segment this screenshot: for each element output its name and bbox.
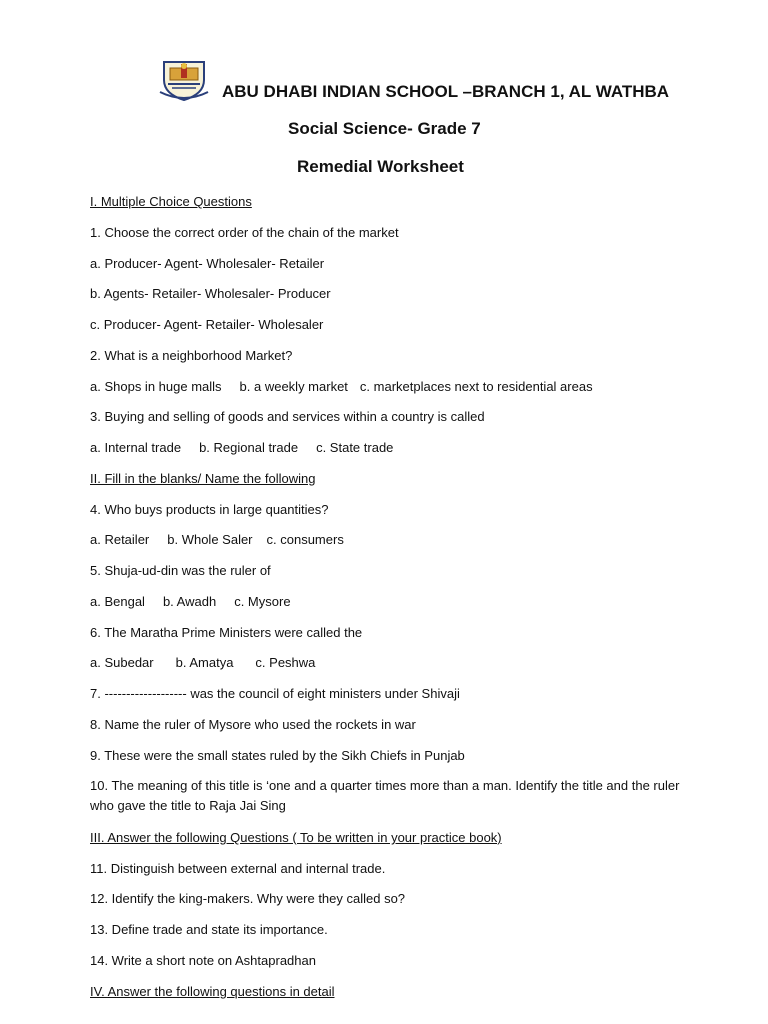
worksheet-title: Remedial Worksheet bbox=[297, 157, 464, 176]
question-6-option-a: a. Subedar bbox=[90, 655, 154, 670]
question-6: 6. The Maratha Prime Ministers were called the bbox=[90, 625, 363, 640]
question-5-option-a: a. Bengal bbox=[90, 594, 145, 609]
subject-title: Social Science- Grade 7 bbox=[288, 119, 481, 138]
question-3-option-a: a. Internal trade bbox=[90, 440, 182, 455]
question-4-options bbox=[90, 530, 344, 550]
question-2-option-a: a. Shops in huge malls bbox=[90, 379, 222, 394]
section-heading-short-answer: III. Answer the following Questions ( To be written in your practice book) bbox=[90, 830, 502, 845]
question-6-option-c: c. Peshwa bbox=[255, 655, 316, 670]
question-2-option-c: c. marketplaces next to residential areas bbox=[359, 379, 593, 394]
question-8: 8. Name the ruler of Mysore who used the rockets in war bbox=[90, 717, 416, 732]
question-4: 4. Who buys products in large quantities? bbox=[90, 502, 329, 517]
section-heading-detailed-answer: IV. Answer the following questions in detail bbox=[90, 984, 335, 999]
question-4-option-b: b. Whole Saler bbox=[167, 532, 253, 547]
question-5-options bbox=[90, 592, 291, 612]
question-6-options bbox=[90, 653, 315, 673]
question-1-option-a: a. Producer- Agent- Wholesaler- Retailer bbox=[90, 256, 325, 271]
question-1-option-b: b. Agents- Retailer- Wholesaler- Producer bbox=[90, 286, 331, 301]
question-3-options bbox=[90, 438, 393, 458]
question-2: 2. What is a neighborhood Market? bbox=[90, 348, 293, 363]
question-12: 12. Identify the king-makers. Why were they called so? bbox=[90, 891, 406, 906]
question-5-option-c: c. Mysore bbox=[234, 594, 291, 609]
question-9: 9. These were the small states ruled by the Sikh Chiefs in Punjab bbox=[90, 748, 465, 763]
question-13: 13. Define trade and state its importance. bbox=[90, 922, 328, 937]
question-4-option-a: a. Retailer bbox=[90, 532, 150, 547]
question-5: 5. Shuja-ud-din was the ruler of bbox=[90, 563, 271, 578]
question-10: 10. The meaning of this title is ‘one and a quarter times more than a man. Identify the title and the ruler who gave the title to Raja Jai Sing bbox=[90, 778, 680, 813]
question-3-option-b: b. Regional trade bbox=[199, 440, 299, 455]
question-2-option-b: b. a weekly market bbox=[239, 379, 348, 394]
question-1-option-c: c. Producer- Agent- Retailer- Wholesaler bbox=[90, 317, 324, 332]
question-1: 1. Choose the correct order of the chain of the market bbox=[90, 225, 399, 240]
question-6-option-b: b. Amatya bbox=[175, 655, 234, 670]
question-5-option-b: b. Awadh bbox=[162, 594, 217, 609]
question-4-option-c: c. consumers bbox=[266, 532, 344, 547]
question-7: 7. ------------------- was the council of eight ministers under Shivaji bbox=[90, 686, 460, 701]
question-11: 11. Distinguish between external and internal trade. bbox=[90, 861, 386, 876]
school-crest-icon bbox=[158, 58, 210, 102]
question-3-option-c: c. State trade bbox=[316, 440, 394, 455]
school-name: ABU DHABI INDIAN SCHOOL –BRANCH 1, AL WATHBA bbox=[222, 82, 670, 101]
section-heading-fill-blanks: II. Fill in the blanks/ Name the following bbox=[90, 471, 316, 486]
question-2-options bbox=[90, 377, 593, 397]
question-14: 14. Write a short note on Ashtapradhan bbox=[90, 953, 316, 968]
section-heading-mcq: I. Multiple Choice Questions bbox=[90, 194, 252, 209]
question-3: 3. Buying and selling of goods and services within a country is called bbox=[90, 409, 485, 424]
